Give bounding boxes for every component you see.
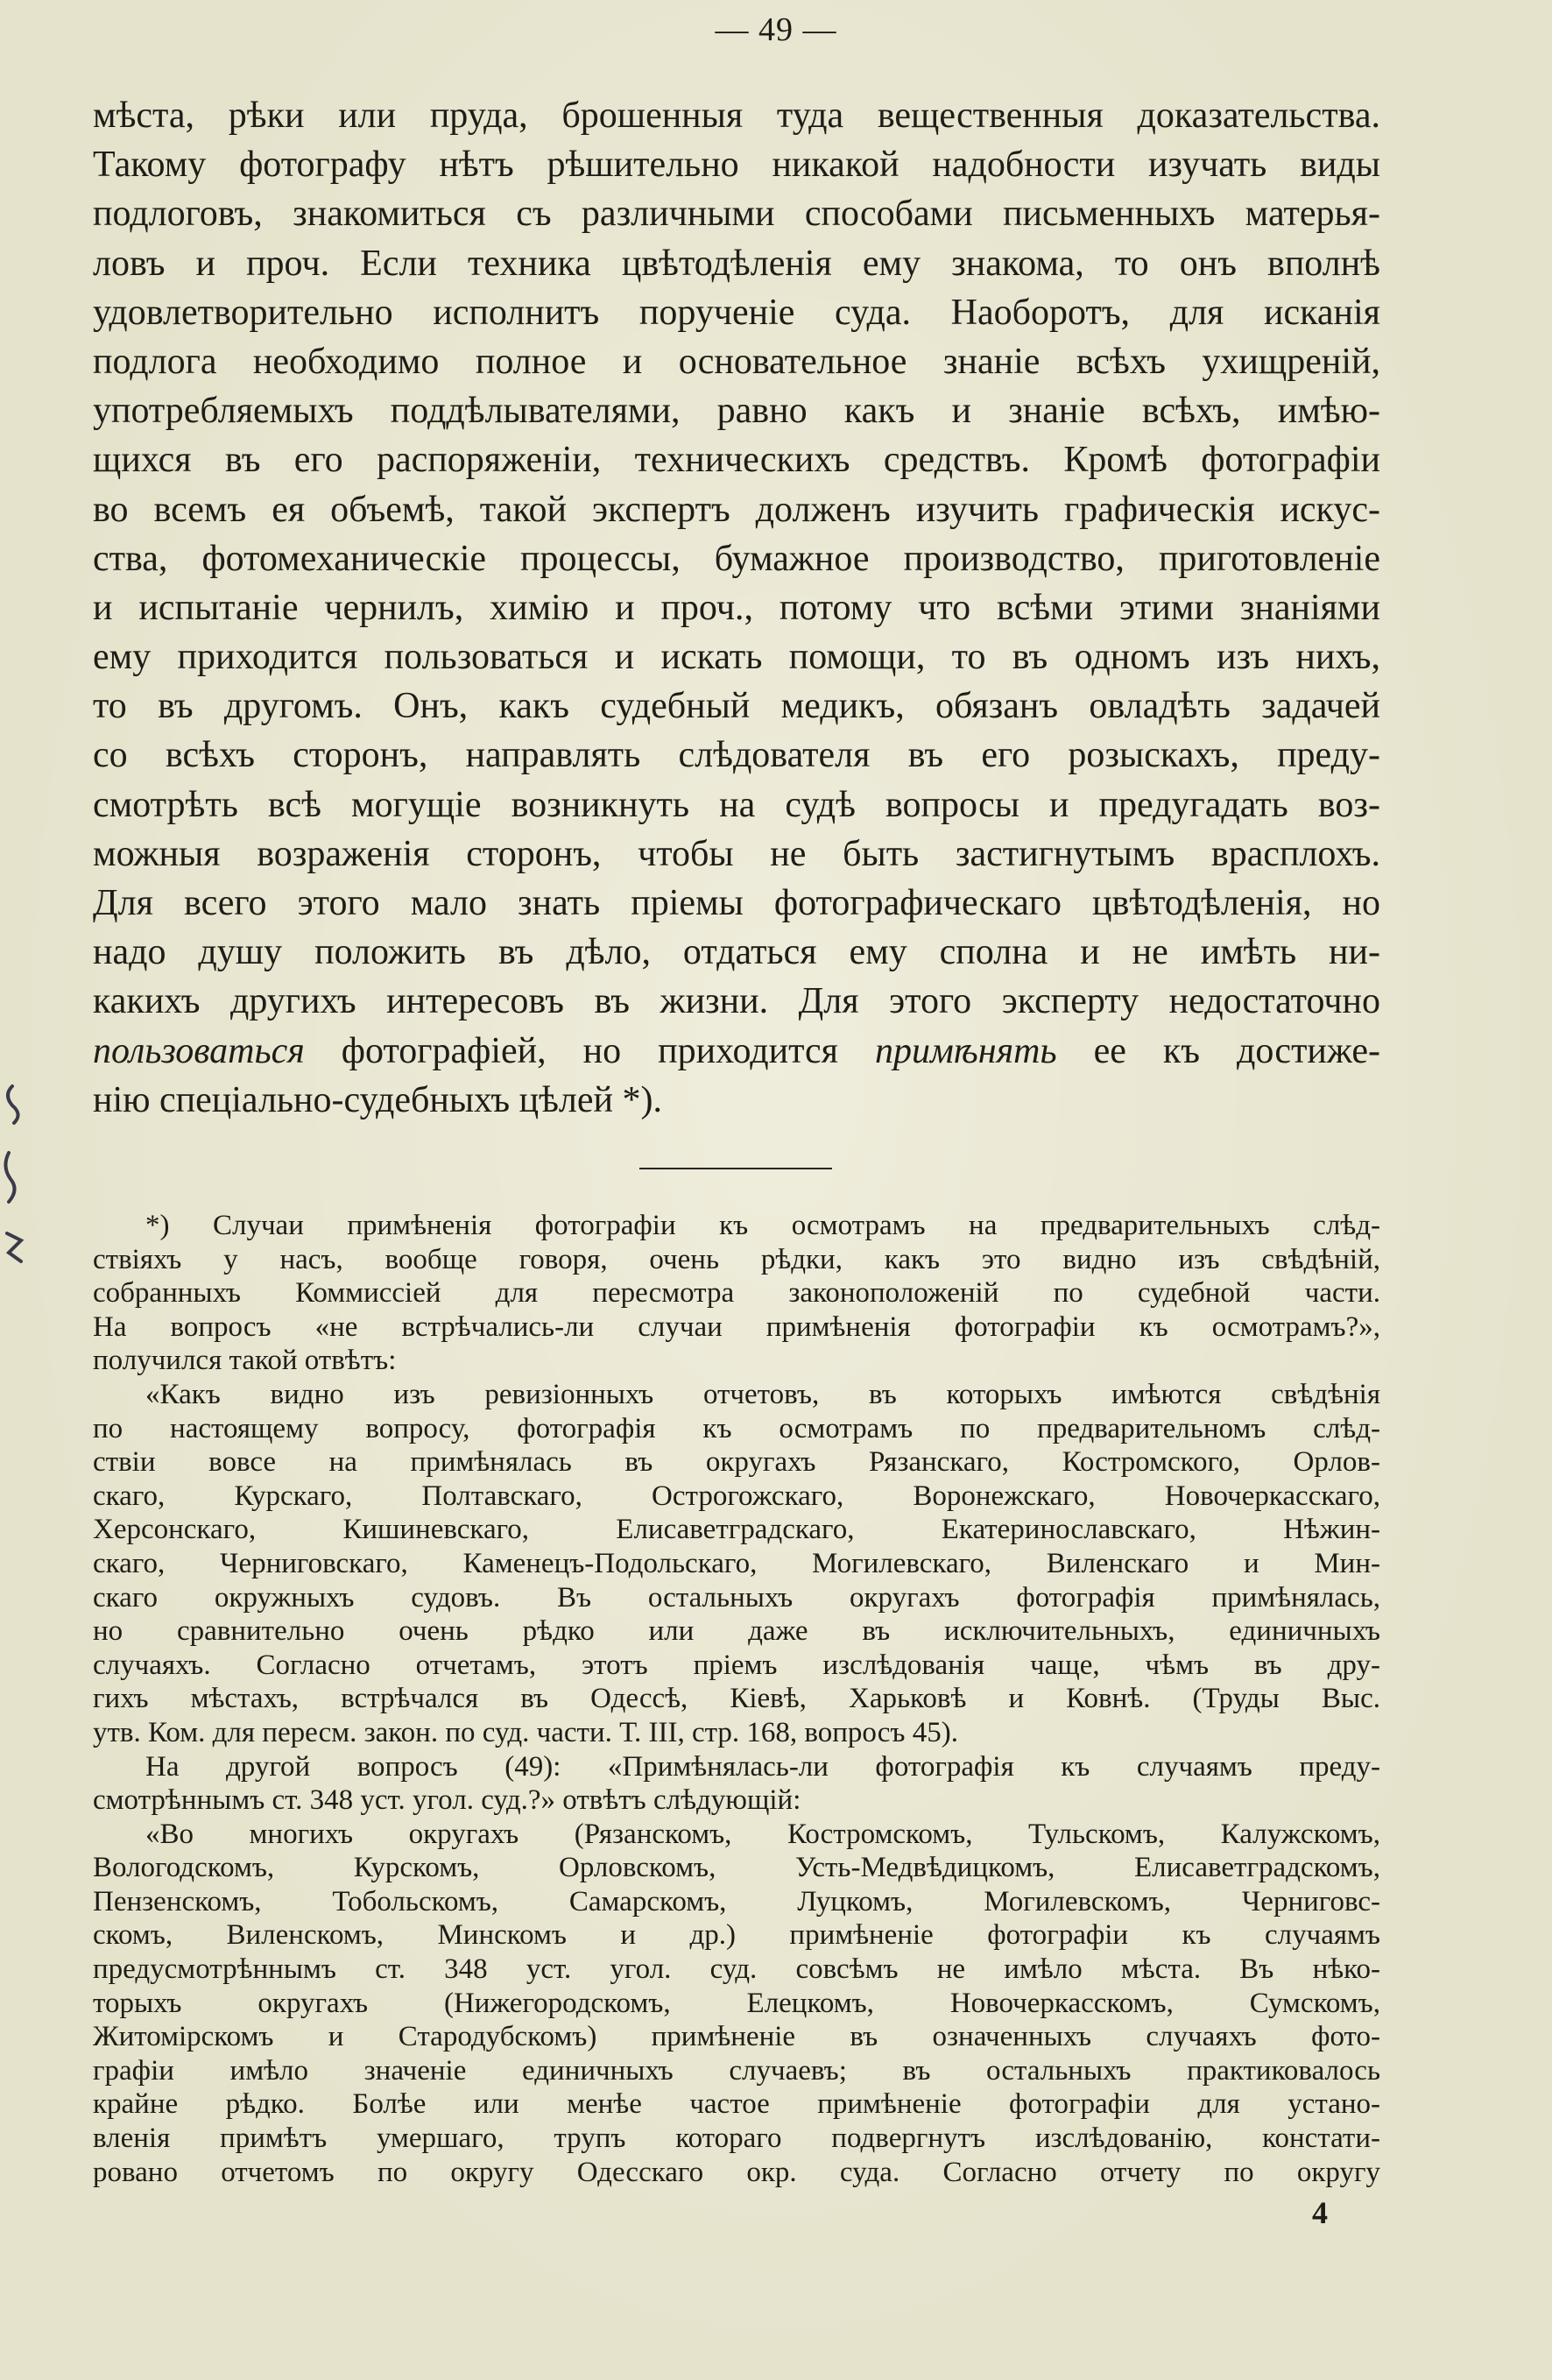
footnote-line: скомъ, Виленскомъ, Минскомъ и др.) примѣненіе фотографіи къ случаямъ (93, 1919, 1380, 1952)
main-text-line: смотрѣть всѣ могущіе возникнуть на судѣ вопросы и предугадать воз- (93, 784, 1380, 825)
footnote-line: вленія примѣтъ умершаго, трупъ котораго подвергнутъ изслѣдованію, констати- (93, 2122, 1380, 2155)
footnote-line: На вопросъ «не встрѣчались-ли случаи примѣненія фотографіи къ осмотрамъ?», (93, 1310, 1380, 1343)
main-text-line: ему приходится пользоваться и искать помощи, то въ одномъ изъ нихъ, (93, 637, 1380, 678)
main-text-line: можныя возраженія сторонъ, чтобы не быть застигнутымъ врасплохъ. (93, 833, 1380, 874)
footnote-line: Житомірскомъ и Стародубскомъ) примѣненіе въ означенныхъ случаяхъ фото- (93, 2021, 1380, 2053)
footnote (93, 1209, 1380, 2189)
main-text-line: то въ другомъ. Онъ, какъ судебный медикъ, обязанъ овладѣть задачей (93, 686, 1380, 727)
main-text-line: какихъ другихъ интересовъ въ жизни. Для этого эксперту недостаточно (93, 981, 1380, 1022)
main-text-line: надо душу положить въ дѣло, отдаться ему сполна и не имѣть ни- (93, 932, 1380, 973)
main-text-line (93, 1027, 1380, 1076)
library-stamp-fragment (0, 1069, 35, 1296)
emphasized-word: примѣнять (874, 1030, 1057, 1071)
main-text-line: во всемъ ея объемѣ, такой экспертъ долженъ изучить графическія искус- (93, 489, 1380, 530)
page-number: — 49 — (715, 11, 837, 48)
main-text-line: подлоговъ, знакомиться съ различными способами письменныхъ матерья- (93, 194, 1380, 235)
footnote-line: графіи имѣло значеніе единичныхъ случаевъ; въ остальныхъ практиковалось (93, 2054, 1380, 2087)
footnote-line: скаго, Черниговскаго, Каменецъ-Подольскаго, Могилевскаго, Виленскаго и Мин- (93, 1547, 1380, 1579)
footnote-line: крайне рѣдко. Болѣе или менѣе частое примѣненіе фотографіи для устано- (93, 2088, 1380, 2121)
footnote-line: «Во многихъ округахъ (Рязанскомъ, Костромскомъ, Тульскомъ, Калужскомъ, (145, 1818, 1380, 1850)
main-text-line: употребляемыхъ поддѣлывателями, равно какъ и знаніе всѣхъ, имѣю- (93, 391, 1380, 432)
main-text-line: мѣста, рѣки или пруда, брошенныя туда вещественныя доказательства. (93, 95, 1380, 136)
main-text-line: ловъ и проч. Если техника цвѣтодѣленія ему знакома, то онъ вполнѣ (93, 243, 1380, 284)
footnote-line: случаяхъ. Согласно отчетамъ, этотъ пріемъ изслѣдованія чаще, чѣмъ въ дру- (93, 1649, 1380, 1681)
main-text-fragment: ее къ достиже- (1056, 1030, 1380, 1071)
footnote-line: скаго окружныхъ судовъ. Въ остальныхъ округахъ фотографія примѣнялась, (93, 1581, 1380, 1614)
footnote-line: ствіи вовсе на примѣнялась въ округахъ Рязанскаго, Костромского, Орлов- (93, 1446, 1380, 1479)
footnote-line: утв. Ком. для пересм. закон. по суд. части. Т. III, стр. 168, вопросъ 45). (93, 1716, 958, 1748)
footnote-line: скаго, Курскаго, Полтавскаго, Острогожскаго, Воронежскаго, Новочеркасскаго, (93, 1480, 1380, 1512)
main-text-line: удовлетворительно исполнитъ порученіе суда. Наоборотъ, для исканія (93, 292, 1380, 333)
footnote-line: смотрѣннымъ ст. 348 уст. угол. суд.?» отвѣтъ слѣдующій: (93, 1784, 801, 1817)
main-paragraph (93, 91, 1380, 1125)
main-text-line: Для всего этого мало знать пріемы фотографическаго цвѣтодѣленія, но (93, 883, 1380, 923)
footnote-line: ствіяхъ у насъ, вообще говоря, очень рѣдки, какъ это видно изъ свѣдѣній, (93, 1243, 1380, 1275)
footnote-line: На другой вопросъ (49): «Примѣнялась-ли фотографія къ случаямъ преду- (145, 1750, 1380, 1783)
footnote-line: по настоящему вопросу, фотографія къ осмотрамъ по предварительномъ слѣд- (93, 1412, 1380, 1444)
signature-mark: 4 (1312, 2195, 1328, 2230)
footnote-line: Вологодскомъ, Курскомъ, Орловскомъ, Усть-Медвѣдицкомъ, Елисаветградскомъ, (93, 1852, 1380, 1884)
main-text-line: со всѣхъ сторонъ, направлять слѣдователя въ его розыскахъ, преду- (93, 735, 1380, 776)
emphasized-word: пользоваться (93, 1030, 305, 1071)
footnote-line: ровано отчетомъ по округу Одесскаго окр. суда. Согласно отчету по округу (93, 2156, 1380, 2188)
footnote-line: предусмотрѣннымъ ст. 348 уст. угол. суд. совсѣмъ не имѣло мѣста. Въ нѣко- (93, 1953, 1380, 1986)
main-text-line: ства, фотомеханическіе процессы, бумажное производство, приготовленіе (93, 538, 1380, 579)
footnote-line: Херсонскаго, Кишиневскаго, Елисаветградскаго, Екатеринославскаго, Нѣжин- (93, 1514, 1380, 1546)
footnote-separator-rule (639, 1168, 832, 1169)
footnote-line: «Какъ видно изъ ревизіонныхъ отчетовъ, въ которыхъ имѣются свѣдѣнія (145, 1378, 1380, 1410)
footnote-line: Пензенскомъ, Тобольскомъ, Самарскомъ, Луцкомъ, Могилевскомъ, Черниговс- (93, 1885, 1380, 1917)
main-text-line: Такому фотографу нѣтъ рѣшительно никакой надобности изучать виды (93, 145, 1380, 186)
footnote-line: но сравнительно очень рѣдко или даже въ исключительныхъ, единичныхъ (93, 1615, 1380, 1648)
main-text-line: и испытаніе чернилъ, химію и проч., потому что всѣми этими знаніями (93, 587, 1380, 628)
main-text-fragment: фотографіей, но приходится (304, 1030, 875, 1071)
main-text-line: подлога необходимо полное и основательное знаніе всѣхъ ухищреній, (93, 341, 1380, 382)
main-text-line: щихся въ его распоряженіи, техническихъ средствъ. Кромѣ фотографіи (93, 440, 1380, 481)
footnote-line: получился такой отвѣтъ: (93, 1345, 397, 1377)
footnote-line: собранныхъ Коммиссіей для пересмотра законоположеній по судебной части. (93, 1277, 1380, 1310)
footnote-line: торыхъ округахъ (Нижегородскомъ, Елецкомъ, Новочеркасскомъ, Сумскомъ, (93, 1987, 1380, 2019)
footnote-line: гихъ мѣстахъ, встрѣчался въ Одессѣ, Кіевѣ, Харьковѣ и Ковнѣ. (Труды Выс. (93, 1683, 1380, 1715)
main-text-line: нію спеціально-судебныхъ цѣлей *). (93, 1079, 662, 1120)
footnote-line: *) Случаи примѣненія фотографіи къ осмотрамъ на предварительныхъ слѣд- (145, 1210, 1380, 1241)
